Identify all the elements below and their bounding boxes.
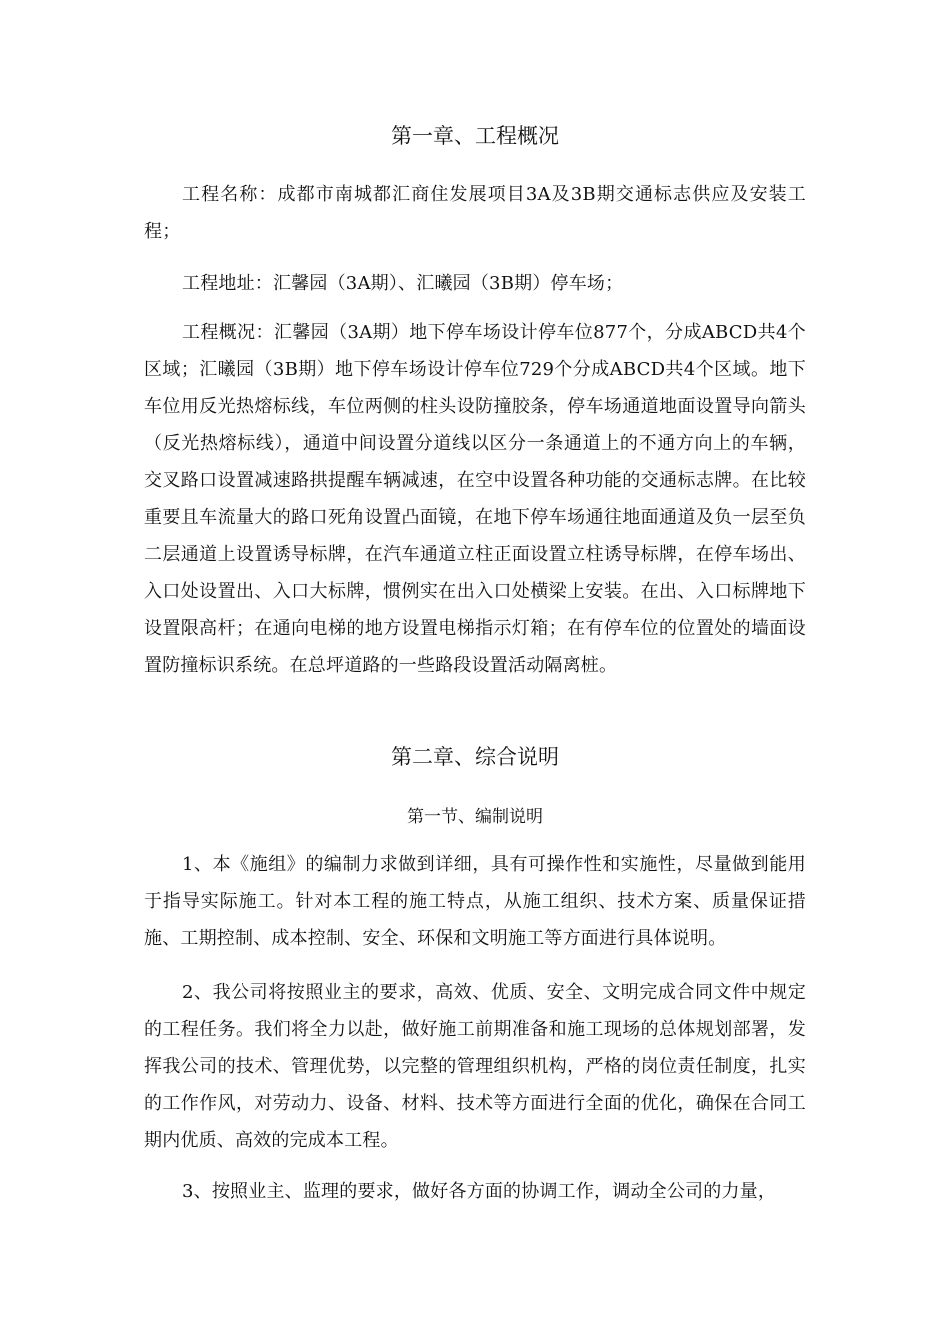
chapter-2-title: 第二章、综合说明	[391, 745, 559, 769]
project-overview-paragraph: 工程概况：汇馨园（3A期）地下停车场设计停车位877个，分成ABCD共4个区域；汇曦园（3B期）地下停车场设计停车位729个分成ABCD共4个区域。地下车位用反光热熔标线，车位两侧的柱头设防撞胶条，停车场通道地面设置导向箭头（反光热熔标线），通道中间设置分道线以区分一条通道上的不通方向上的车辆，交叉路口设置减速路拱提醒车辆减速，在空中设置各种功能的交通标志牌。在比较重要且车流量大的路口死角设置凸面镜，在地下停车场通往地面通道及负一层至负二层通道上设置诱导标牌，在汽车通道立柱正面设置立柱诱导标牌，在停车场出、入口处设置出、入口大标牌，惯例实在出入口处横梁上安装。在出、入口标牌地下设置限高杆；在通向电梯的地方设置电梯指示灯箱；在有停车位的位置处的墙面设置防撞标识系统。在总坪道路的一些路段设置活动隔离桩。	[144, 322, 806, 676]
section-1-title: 第一节、编制说明	[407, 807, 543, 827]
list-item: 2、我公司将按照业主的要求，高效、优质、安全、文明完成合同文件中规定的工程任务。我们将全力以赴，做好施工前期准备和施工现场的总体规划部署，发挥我公司的技术、管理优势，以完整的管理组织机构，严格的岗位责任制度，扎实的工作作风，对劳动力、设备、材料、技术等方面进行全面的优化，确保在合同工期内优质、高效的完成本工程。	[144, 982, 806, 1151]
list-item: 1、本《施组》的编制力求做到详细，具有可操作性和实施性，尽量做到能用于指导实际施工。针对本工程的施工特点，从施工组织、技术方案、质量保证措施、工期控制、成本控制、安全、环保和文明施工等方面进行具体说明。	[144, 854, 806, 949]
project-address-paragraph: 工程地址：汇馨园（3A期）、汇曦园（3B期）停车场；	[182, 273, 624, 294]
project-name-paragraph: 工程名称：成都市南城都汇商住发展项目3A及3B期交通标志供应及安装工程；	[144, 184, 806, 242]
list-item: 3、按照业主、监理的要求，做好各方面的协调工作，调动全公司的力量，	[182, 1181, 777, 1202]
chapter-1-title: 第一章、工程概况	[391, 124, 559, 148]
